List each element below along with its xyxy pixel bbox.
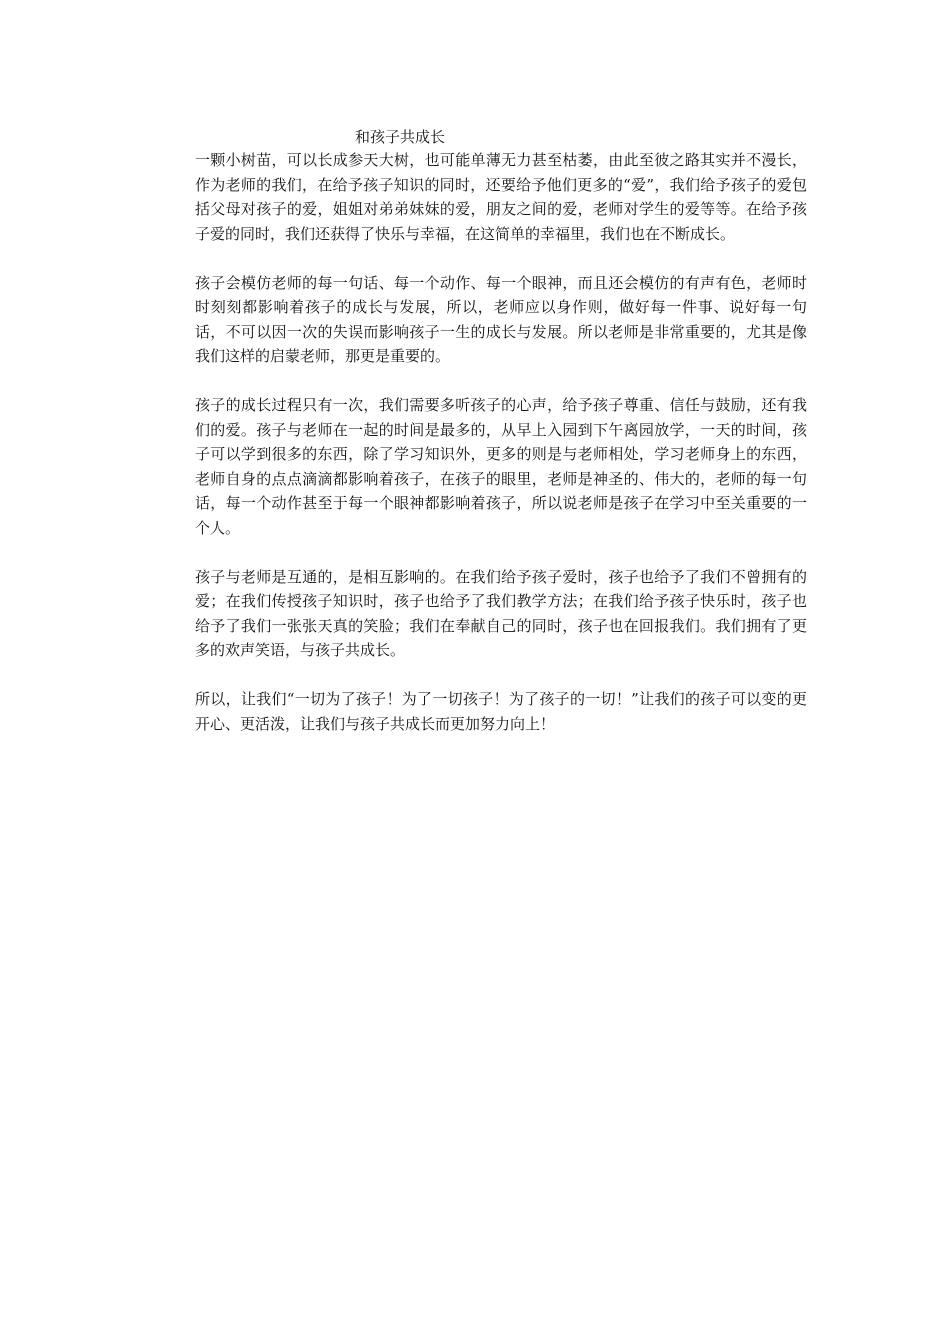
paragraph-2: 孩子会模仿老师的每一句话、每一个动作、每一个眼神，而且还会模仿的有声有色，老师时时刻刻都影响着孩子的成长与发展，所以，老师应以身作则，做好每一件事、说好每一句话，不可以因一次的失误而影响孩子一生的成长与发展。所以老师是非常重要的，尤其是像我们这样的启蒙老师，那更是重要的。 <box>195 273 807 365</box>
document-body <box>195 148 807 761</box>
paragraph-5: 所以，让我们“一切为了孩子！为了一切孩子！为了孩子的一切！”让我们的孩子可以变的更开心、更活泼，让我们与孩子共成长而更加努力向上！ <box>195 690 807 733</box>
paragraph-4: 孩子与老师是互通的，是相互影响的。在我们给予孩子爱时，孩子也给予了我们不曾拥有的爱；在我们传授孩子知识时，孩子也给予了我们教学方法；在我们给予孩子快乐时，孩子也给予了我们一张张天真的笑脸；我们在奉献自己的同时，孩子也在回报我们。我们拥有了更多的欢声笑语，与孩子共成长。 <box>195 567 807 659</box>
paragraph-1: 一颗小树苗，可以长成参天大树，也可能单薄无力甚至枯萎，由此至彼之路其实并不漫长，作为老师的我们，在给予孩子知识的同时，还要给予他们更多的“爱”，我们给予孩子的爱包括父母对孩子的爱，姐姐对弟弟妹妹的爱，朋友之间的爱，老师对学生的爱等等。在给予孩子爱的同时，我们还获得了快乐与幸福，在这简单的幸福里，我们也在不断成长。 <box>195 151 807 243</box>
document-title: 和孩子共成长 <box>355 128 446 146</box>
paragraph-3: 孩子的成长过程只有一次，我们需要多听孩子的心声，给予孩子尊重、信任与鼓励，还有我们的爱。孩子与老师在一起的时间是最多的，从早上入园到下午离园放学，一天的时间，孩子可以学到很多的东西，除了学习知识外，更多的则是与老师相处，学习老师身上的东西，老师自身的点点滴滴都影响着孩子，在孩子的眼里，老师是神圣的、伟大的，老师的每一句话，每一个动作甚至于每一个眼神都影响着孩子，所以说老师是孩子在学习中至关重要的一个人。 <box>195 396 807 537</box>
